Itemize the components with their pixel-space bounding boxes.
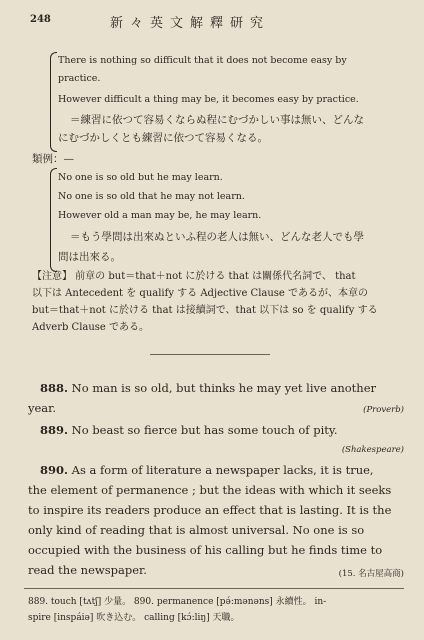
item-889-line-1 <box>40 422 338 438</box>
item-890-number: 890. <box>40 463 69 477</box>
similar-examples-label: 類例：— <box>32 153 74 165</box>
ex1-line-3: However difficult a thing may be, it becomes easy by practice. <box>58 94 359 105</box>
item-890-line-4: only kind of reading that is almost universal. No one is so <box>28 523 365 537</box>
item-890-line-1 <box>40 462 374 478</box>
note-line-3: but＝that＋not に於ける that は接續詞で、that 以下は so を qualify する <box>32 305 378 316</box>
item-890-line-5: occupied with the business of his calling but he finds time to <box>28 543 383 557</box>
ex1-line-1: There is nothing so difficult that it does not become easy by <box>58 55 347 66</box>
running-title: 新々英文解釋研究 <box>110 16 271 31</box>
item-888-line-1 <box>40 380 376 396</box>
item-890-line-2: the element of permanence ; but the ideas with which it seeks <box>28 483 392 497</box>
note-line-1: 【注意】 前章の but＝that＋not に於ける that は關係代名詞で、 that <box>32 271 356 282</box>
section-divider <box>150 354 270 355</box>
ex2-line-2: No one is so old that he may not learn. <box>58 191 245 202</box>
item-888-line-2: year. <box>28 401 57 415</box>
item-888-number: 888. <box>40 381 69 395</box>
ex2-line-3: However old a man may be, he may learn. <box>58 210 262 221</box>
ex2-japanese-1: ＝もう學問は出來ぬといふ程の老人は無い、どんな老人でも學 <box>70 231 364 243</box>
item-890-line-6: read the newspaper. <box>28 563 147 577</box>
item-890-source: (15. 名古屋高商) <box>338 569 404 579</box>
footnote-divider <box>24 588 404 589</box>
item-890-text: As a form of literature a newspaper lacks, it is true, <box>71 463 374 477</box>
page-header <box>0 10 424 32</box>
brace-example-2 <box>50 168 57 272</box>
item-889-source: (Shakespeare) <box>341 445 404 455</box>
ex2-line-1: No one is so old but he may learn. <box>58 172 223 183</box>
item-889-number: 889. <box>40 423 69 437</box>
brace-example-1 <box>50 52 57 152</box>
ex1-line-2: practice. <box>58 73 101 84</box>
ex2-japanese-2: 問は出來る。 <box>58 251 121 263</box>
note-line-2: 以下は Antecedent を qualify する Adjective Clause であるが、本章の <box>32 288 369 299</box>
item-888-text: No man is so old, but thinks he may yet live another <box>71 381 377 395</box>
footnote-line-1: 889. touch [tʌtʃ] 少量。 890. permanence [pə́:mənəns] 永續性。 in- <box>28 597 327 607</box>
ex1-japanese-2: にむづかしくとも練習に依つて容易くなる。 <box>58 132 268 144</box>
footnote-line-2: spire [inspáiə] 吹き込む。 calling [kɔ́:liŋ] 天職。 <box>28 613 240 623</box>
ex1-japanese-1: ＝練習に依つて容易くならぬ程にむづかしい事は無い、どんな <box>70 114 364 126</box>
item-889-text: No beast so fierce but has some touch of pity. <box>71 423 338 437</box>
page-number: 248 <box>30 14 51 25</box>
item-888-source: (Proverb) <box>363 405 404 415</box>
item-890-line-3: to inspire its readers produce an effect that is lasting. It is the <box>28 503 392 517</box>
note-line-4: Adverb Clause である。 <box>32 322 150 333</box>
